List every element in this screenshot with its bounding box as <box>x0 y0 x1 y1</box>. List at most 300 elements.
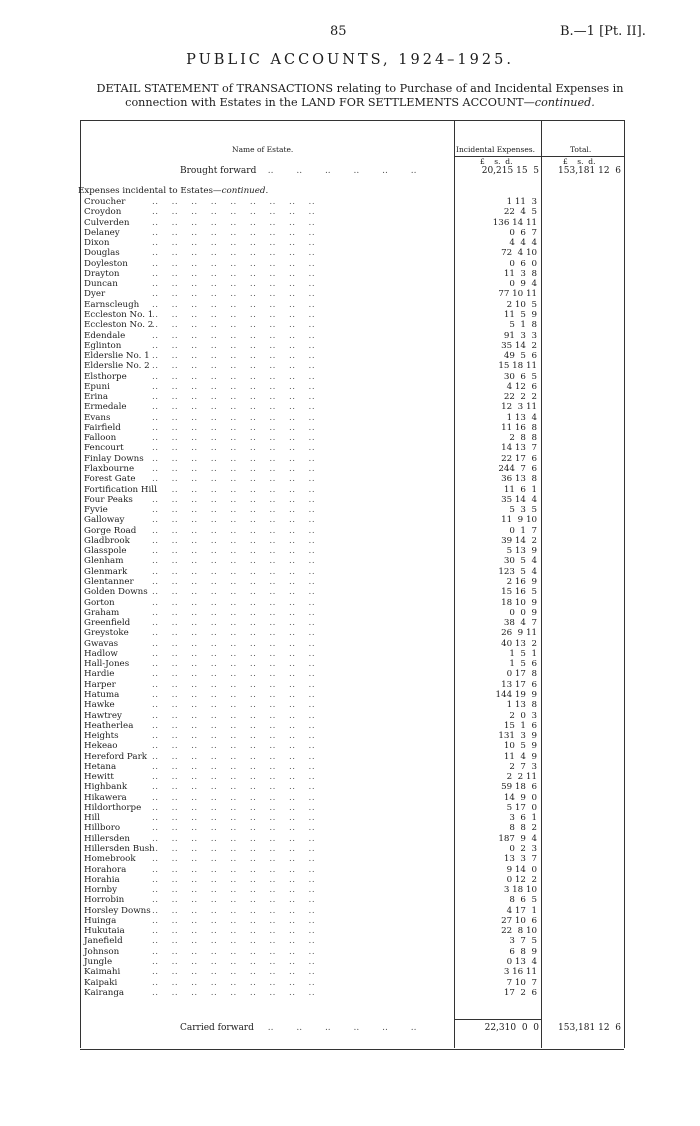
table-row <box>84 228 452 238</box>
leader-dots: .. .. .. .. .. .. .. .. .. <box>152 977 316 988</box>
leader-dots: .. .. .. .. .. .. .. .. .. <box>152 484 316 495</box>
subtitle-line1: DETAIL STATEMENT of TRANSACTIONS relating to Purchase of and Incidental Expenses in <box>96 82 624 95</box>
leader-dots: .. .. .. .. .. .. .. .. .. <box>152 689 316 700</box>
table-row <box>84 711 452 721</box>
estate-amount: 2 0 3 <box>509 710 537 721</box>
estate-name: Ermedale <box>84 402 127 413</box>
estate-name: Hikawera <box>84 792 127 803</box>
estate-name: Glentanner <box>84 576 134 587</box>
table-row <box>84 782 452 792</box>
estate-amount: 18 10 9 <box>501 597 537 608</box>
leader-dots: .. .. .. .. .. .. .. .. .. <box>152 885 316 896</box>
leader-dots: .. .. .. .. .. .. .. .. .. <box>152 987 316 998</box>
leader-dots: .. .. .. .. .. .. .. .. .. <box>152 268 316 279</box>
estate-name: Kaimahi <box>84 967 121 978</box>
estate-name: Hatuma <box>84 689 120 700</box>
estate-amount: 123 5 4 <box>498 566 537 577</box>
leader-dots: .. .. .. .. .. .. .. .. .. <box>152 936 316 947</box>
estate-name: Hetana <box>84 761 117 772</box>
brought-forward-label: Brought forward <box>180 166 257 176</box>
estate-name: Janefield <box>84 936 123 947</box>
leader-dots: .. .. .. .. .. .. .. .. .. <box>152 915 316 926</box>
leader-dots: .. .. .. .. .. .. .. .. .. <box>152 453 316 464</box>
estate-amount: 0 9 4 <box>509 279 537 290</box>
leader-dots: .. .. .. .. .. .. .. .. .. <box>152 905 316 916</box>
estate-amount: 49 5 6 <box>503 351 537 362</box>
estate-amount: 40 13 2 <box>501 638 537 649</box>
leader-dots: .. .. .. .. .. .. .. .. .. <box>152 197 316 207</box>
table-row <box>84 413 452 423</box>
leader-dots: .. .. .. .. .. .. .. .. .. <box>152 258 316 269</box>
estate-amount: 35 14 4 <box>501 494 537 505</box>
leader-dots: .. .. .. .. .. .. .. .. .. <box>152 535 316 546</box>
table-row <box>84 587 452 597</box>
leader-dots: .. .. .. .. .. .. .. .. .. <box>152 751 316 762</box>
table-row <box>84 485 452 495</box>
estate-name: Croucher <box>84 197 126 207</box>
estate-amount: 131 3 9 <box>498 731 537 742</box>
leader-dots: .. .. .. .. .. .. .. .. .. <box>152 227 316 238</box>
leader-dots: .. .. .. .. .. .. .. .. .. <box>152 833 316 844</box>
leader-dots: .. .. .. .. .. .. .. .. .. <box>152 956 316 967</box>
table-row <box>84 659 452 669</box>
estate-name: Homebrook <box>84 854 136 865</box>
subtitle-line2: connection with Estates in the LAND FOR SETTLEMENTS ACCOUNT— <box>125 96 535 109</box>
table-row <box>84 752 452 762</box>
table-row <box>84 382 452 392</box>
estate-amount: 4 17 1 <box>506 905 537 916</box>
estate-amount: 1 5 6 <box>509 659 537 670</box>
estate-name: Horahia <box>84 874 120 885</box>
carried-forward-leaders: .. .. .. .. .. .. <box>262 1023 417 1033</box>
estate-amount: 7 10 7 <box>506 977 537 988</box>
table-row <box>84 978 452 988</box>
estate-name: Dixon <box>84 238 110 249</box>
column-units-incidental: £ s. d. <box>480 157 513 166</box>
estate-amount: 6 8 9 <box>509 946 537 957</box>
leader-dots: .. .. .. .. .. .. .. .. .. <box>152 576 316 587</box>
estate-name: Hill <box>84 813 100 824</box>
leader-dots: .. .. .. .. .. .. .. .. .. <box>152 289 316 300</box>
estate-amount: 8 8 2 <box>509 823 537 834</box>
estate-name: Heights <box>84 731 119 742</box>
table-row <box>84 218 452 228</box>
table-row <box>84 598 452 608</box>
leader-dots: .. .. .. .. .. .. .. .. .. <box>152 772 316 783</box>
estate-amount: 13 17 6 <box>501 679 537 690</box>
estate-amount: 14 9 0 <box>503 792 537 803</box>
estate-name: Fairfield <box>84 422 121 433</box>
table-row <box>84 700 452 710</box>
leader-dots: .. .. .. .. .. .. .. .. .. <box>152 659 316 670</box>
leader-dots: .. .. .. .. .. .. .. .. .. <box>152 402 316 413</box>
leader-dots: .. .. .. .. .. .. .. .. .. <box>152 823 316 834</box>
column-header-name: Name of Estate. <box>232 145 294 154</box>
estate-amount: 0 0 9 <box>509 607 537 618</box>
table-row <box>84 803 452 813</box>
leader-dots: .. .. .. .. .. .. .. .. .. <box>152 371 316 382</box>
leader-dots: .. .. .. .. .. .. .. .. .. <box>152 422 316 433</box>
table-row <box>84 690 452 700</box>
estate-amount: 15 18 11 <box>498 361 537 372</box>
leader-dots: .. .. .. .. .. .. .. .. .. <box>152 443 316 454</box>
estate-name: Kairanga <box>84 987 125 998</box>
estate-amount: 0 2 3 <box>509 844 537 854</box>
estate-name: Hardie <box>84 669 115 680</box>
table-row <box>84 238 452 248</box>
table-row <box>84 813 452 823</box>
estate-amount: 1 13 4 <box>506 412 537 423</box>
estate-amount: 11 3 8 <box>503 268 537 279</box>
column-header-incidental: Incidental Expenses. <box>456 145 536 154</box>
estate-amount: 5 1 8 <box>509 320 537 331</box>
leader-dots: .. .. .. .. .. .. .. .. .. <box>152 946 316 957</box>
table-row <box>84 957 452 967</box>
table-row <box>84 639 452 649</box>
table-row <box>84 577 452 587</box>
table-row <box>84 464 452 474</box>
estate-amount: 22 17 6 <box>501 453 537 464</box>
carried-forward-incidental: 22,310 0 0 <box>484 1023 539 1033</box>
estate-amount: 11 6 1 <box>503 484 537 495</box>
table-row <box>84 300 452 310</box>
page-reference: B.—1 [Pt. II]. <box>560 24 646 39</box>
estate-name: Golden Downs <box>84 587 148 598</box>
table-row <box>84 207 452 217</box>
estate-name: Galloway <box>84 515 125 526</box>
estate-amount: 1 5 1 <box>509 648 537 659</box>
leader-dots: .. .. .. .. .. .. .. .. .. <box>152 648 316 659</box>
table-row <box>84 731 452 741</box>
table-row <box>84 320 452 330</box>
estate-amount: 27 10 6 <box>501 915 537 926</box>
leader-dots: .. .. .. .. .. .. .. .. .. <box>152 351 316 362</box>
table-row <box>84 331 452 341</box>
leader-dots: .. .. .. .. .. .. .. .. .. <box>152 669 316 680</box>
table-row <box>84 505 452 515</box>
table-row <box>84 772 452 782</box>
table-row <box>84 310 452 320</box>
estate-name: Hadlow <box>84 648 118 659</box>
estate-amount: 1 13 8 <box>506 700 537 711</box>
table-row <box>84 392 452 402</box>
table-row <box>84 741 452 751</box>
table-row <box>84 608 452 618</box>
estate-name: Gorton <box>84 597 115 608</box>
leader-dots: .. .. .. .. .. .. .. .. .. <box>152 628 316 639</box>
leader-dots: .. .. .. .. .. .. .. .. .. <box>152 556 316 567</box>
table-vline-name <box>454 120 455 1048</box>
estate-name: Falloon <box>84 433 117 444</box>
estate-name: Hillersden <box>84 833 130 844</box>
estate-amount: 12 3 11 <box>501 402 537 413</box>
estate-amount: 22 4 5 <box>503 207 537 218</box>
carried-forward-total: 153,181 12 6 <box>558 1023 621 1033</box>
estate-name: Gwavas <box>84 638 119 649</box>
estate-name: Epuni <box>84 381 110 392</box>
estate-name: Jungle <box>84 956 113 967</box>
table-vline-left <box>80 120 81 1048</box>
estate-amount: 3 16 11 <box>503 967 537 978</box>
table-row <box>84 865 452 875</box>
estate-name: Evans <box>84 412 111 423</box>
table-row <box>84 454 452 464</box>
leader-dots: .. .. .. .. .. .. .. .. .. <box>152 967 316 978</box>
estate-amount: 4 12 6 <box>506 381 537 392</box>
estate-amount: 15 16 5 <box>501 587 537 598</box>
estate-amount: 187 9 4 <box>498 833 537 844</box>
estate-name: Huinga <box>84 915 117 926</box>
estate-name: Doyleston <box>84 258 128 269</box>
leader-dots: .. .. .. .. .. .. .. .. .. <box>152 895 316 906</box>
leader-dots: .. .. .. .. .. .. .. .. .. <box>152 546 316 557</box>
leader-dots: .. .. .. .. .. .. .. .. .. <box>152 813 316 824</box>
estate-name: Glasspole <box>84 546 127 557</box>
estate-amount: 2 2 11 <box>506 772 537 783</box>
estate-name: Douglas <box>84 248 120 259</box>
leader-dots: .. .. .. .. .. .. .. .. .. <box>152 874 316 885</box>
leader-dots: .. .. .. .. .. .. .. .. .. <box>152 700 316 711</box>
table-row <box>84 423 452 433</box>
leader-dots: .. .. .. .. .. .. .. .. .. <box>152 248 316 259</box>
estate-amount: 2 7 3 <box>509 761 537 772</box>
estate-name: Hekeao <box>84 741 118 752</box>
leader-dots: .. .. .. .. .. .. .. .. .. <box>152 618 316 629</box>
estate-name: Hereford Park <box>84 751 147 762</box>
section-label <box>78 186 268 196</box>
estate-name: Graham <box>84 607 120 618</box>
estate-amount: 3 7 5 <box>509 936 537 947</box>
table-row <box>84 567 452 577</box>
estate-amount: 3 18 10 <box>503 885 537 896</box>
estate-name: Finlay Downs <box>84 453 144 464</box>
estate-name: Flaxbourne <box>84 464 135 475</box>
table-row <box>84 618 452 628</box>
column-units-total: £ s. d. <box>563 157 596 166</box>
leader-dots: .. .. .. .. .. .. .. .. .. <box>152 731 316 742</box>
estate-amount: 0 12 2 <box>506 874 537 885</box>
leader-dots: .. .. .. .. .. .. .. .. .. <box>152 679 316 690</box>
page-number: 85 <box>330 24 347 39</box>
estate-name: Elderslie No. 1 <box>84 351 150 362</box>
estate-amount: 72 4 10 <box>501 248 537 259</box>
table-row <box>84 279 452 289</box>
subtitle-continued: continued. <box>534 96 595 109</box>
table-row <box>84 361 452 371</box>
brought-forward-total: 153,181 12 6 <box>558 166 621 176</box>
table-row <box>84 988 452 998</box>
table-row <box>84 762 452 772</box>
estate-amount: 136 14 11 <box>492 217 537 228</box>
estate-name: Eccleston No. 2 <box>84 320 154 331</box>
estate-amount: 2 8 8 <box>509 433 537 444</box>
leader-dots: .. .. .. .. .. .. .. .. .. <box>152 279 316 290</box>
estate-amount: 91 3 3 <box>503 330 537 341</box>
estate-amount: 0 6 7 <box>509 227 537 238</box>
estate-amount: 4 4 4 <box>509 238 537 249</box>
table-row <box>84 546 452 556</box>
estate-name: Hildorthorpe <box>84 802 142 813</box>
table-row <box>84 854 452 864</box>
estate-amount: 59 18 6 <box>501 782 537 793</box>
table-row <box>84 495 452 505</box>
estate-amount: 14 13 7 <box>501 443 537 454</box>
leader-dots: .. .. .. .. .. .. .. .. .. <box>152 720 316 731</box>
estate-name: Culverden <box>84 217 130 228</box>
estate-amount: 38 4 7 <box>503 618 537 629</box>
table-row <box>84 443 452 453</box>
estate-amount: 11 9 10 <box>501 515 537 526</box>
leader-dots: .. .. .. .. .. .. .. .. .. <box>152 464 316 475</box>
page-title: PUBLIC ACCOUNTS, 1924–1925. <box>186 52 514 68</box>
estate-name: Eccleston No. 1 <box>84 309 154 320</box>
leader-dots: .. .. .. .. .. .. .. .. .. <box>152 299 316 310</box>
brought-forward-leaders: .. .. .. .. .. .. <box>262 166 417 176</box>
estate-name: Hawtrey <box>84 710 122 721</box>
estate-amount: 11 16 8 <box>501 422 537 433</box>
leader-dots: .. .. .. .. .. .. .. .. .. <box>152 330 316 341</box>
estate-amount: 11 5 9 <box>503 309 537 320</box>
estate-amount: 2 10 5 <box>506 299 537 310</box>
estate-name: Gorge Road <box>84 525 137 536</box>
estate-amount: 17 2 6 <box>503 987 537 998</box>
leader-dots: .. .. .. .. .. .. .. .. .. <box>152 597 316 608</box>
leader-dots: .. .. .. .. .. .. .. .. .. <box>152 361 316 372</box>
estate-name: Hawke <box>84 700 115 711</box>
leader-dots: .. .. .. .. .. .. .. .. .. <box>152 525 316 536</box>
leader-dots: .. .. .. .. .. .. .. .. .. <box>152 587 316 598</box>
estate-amount: 3 6 1 <box>509 813 537 824</box>
estate-amount: 22 2 2 <box>503 392 537 403</box>
estate-amount: 9 14 0 <box>506 864 537 875</box>
leader-dots: .. .. .. .. .. .. .. .. .. <box>152 217 316 228</box>
table-row <box>84 916 452 926</box>
table-row <box>84 197 452 207</box>
estate-amount: 244 7 6 <box>498 464 537 475</box>
estate-amount: 26 9 11 <box>501 628 537 639</box>
leader-dots: .. .. .. .. .. .. .. .. .. <box>152 854 316 865</box>
brought-forward-incidental: 20,215 15 5 <box>481 166 539 176</box>
leader-dots: .. .. .. .. .. .. .. .. .. <box>152 926 316 937</box>
estate-amount: 39 14 2 <box>501 535 537 546</box>
table-row <box>84 793 452 803</box>
table-row <box>84 895 452 905</box>
leader-dots: .. .. .. .. .. .. .. .. .. <box>152 638 316 649</box>
leader-dots: .. .. .. .. .. .. .. .. .. <box>152 864 316 875</box>
table-row <box>84 536 452 546</box>
estate-amount: 144 19 9 <box>495 689 537 700</box>
estate-name: Glenmark <box>84 566 128 577</box>
leader-dots: .. .. .. .. .. .. .. .. .. <box>152 566 316 577</box>
leader-dots: .. .. .. .. .. .. .. .. .. <box>152 844 316 854</box>
estate-name: Johnson <box>84 946 120 957</box>
table-row <box>84 402 452 412</box>
estate-name: Elderslie No. 2 <box>84 361 150 372</box>
table-row <box>84 248 452 258</box>
leader-dots: .. .. .. .. .. .. .. .. .. <box>152 207 316 218</box>
estate-name: Heatherlea <box>84 720 134 731</box>
estate-amount: 8 6 5 <box>509 895 537 906</box>
estate-name: Drayton <box>84 268 120 279</box>
table-row <box>84 526 452 536</box>
section-label-text: Expenses incidental to Estates— <box>78 186 222 196</box>
estate-amount: 0 6 0 <box>509 258 537 269</box>
estate-name: Horrobin <box>84 895 125 906</box>
leader-dots: .. .. .. .. .. .. .. .. .. <box>152 802 316 813</box>
estate-name: Kaipaki <box>84 977 118 988</box>
estate-amount: 2 16 9 <box>506 576 537 587</box>
estate-amount: 35 14 2 <box>501 340 537 351</box>
estate-amount: 15 1 6 <box>503 720 537 731</box>
table-row <box>84 823 452 833</box>
table-row <box>84 351 452 361</box>
estate-name: Four Peaks <box>84 494 133 505</box>
estate-amount: 5 13 9 <box>506 546 537 557</box>
statement-subtitle <box>80 82 640 110</box>
table-row <box>84 844 452 854</box>
estate-name: Greenfield <box>84 618 131 629</box>
estate-amount: 5 17 0 <box>506 802 537 813</box>
table-row <box>84 885 452 895</box>
leader-dots: .. .. .. .. .. .. .. .. .. <box>152 710 316 721</box>
estate-name: Croydon <box>84 207 122 218</box>
table-vline-incidental <box>541 120 542 1048</box>
estate-name: Fencourt <box>84 443 124 454</box>
estate-name: Hornby <box>84 885 118 896</box>
leader-dots: .. .. .. .. .. .. .. .. .. <box>152 761 316 772</box>
table-row <box>84 372 452 382</box>
estate-name: Hukutaia <box>84 926 125 937</box>
leader-dots: .. .. .. .. .. .. .. .. .. <box>152 474 316 485</box>
table-row <box>84 649 452 659</box>
leader-dots: .. .. .. .. .. .. .. .. .. <box>152 433 316 444</box>
estate-name: Fortification Hill <box>84 484 157 495</box>
estate-name: Greystoke <box>84 628 129 639</box>
leader-dots: .. .. .. .. .. .. .. .. .. <box>152 309 316 320</box>
estate-name: Edendale <box>84 330 126 341</box>
table-row <box>84 341 452 351</box>
estate-name: Duncan <box>84 279 118 290</box>
estate-name: Forest Gate <box>84 474 136 485</box>
estate-name: Gladbrook <box>84 535 130 546</box>
leader-dots: .. .. .. .. .. .. .. .. .. <box>152 792 316 803</box>
estate-name: Hall-Jones <box>84 659 130 670</box>
estate-name: Harper <box>84 679 116 690</box>
total-rule <box>454 1019 541 1020</box>
table-row <box>84 834 452 844</box>
table-row <box>84 875 452 885</box>
leader-dots: .. .. .. .. .. .. .. .. .. <box>152 340 316 351</box>
estate-name: Hillersden Bush <box>84 844 155 854</box>
table-row <box>84 906 452 916</box>
carried-forward-label: Carried forward <box>180 1023 254 1033</box>
estate-name: Erina <box>84 392 109 403</box>
table-row <box>84 947 452 957</box>
estate-amount: 0 1 7 <box>509 525 537 536</box>
estate-name: Horsley Downs <box>84 905 151 916</box>
section-label-continued: continued. <box>221 186 269 196</box>
table-row <box>84 721 452 731</box>
leader-dots: .. .. .. .. .. .. .. .. .. <box>152 607 316 618</box>
estate-amount: 30 6 5 <box>503 371 537 382</box>
table-row <box>84 433 452 443</box>
table-row <box>84 967 452 977</box>
estate-amount: 36 13 8 <box>501 474 537 485</box>
estate-name: Earnscleugh <box>84 299 140 310</box>
estate-amount: 1 11 3 <box>506 197 537 207</box>
table-row <box>84 269 452 279</box>
column-header-total: Total. <box>570 145 592 154</box>
